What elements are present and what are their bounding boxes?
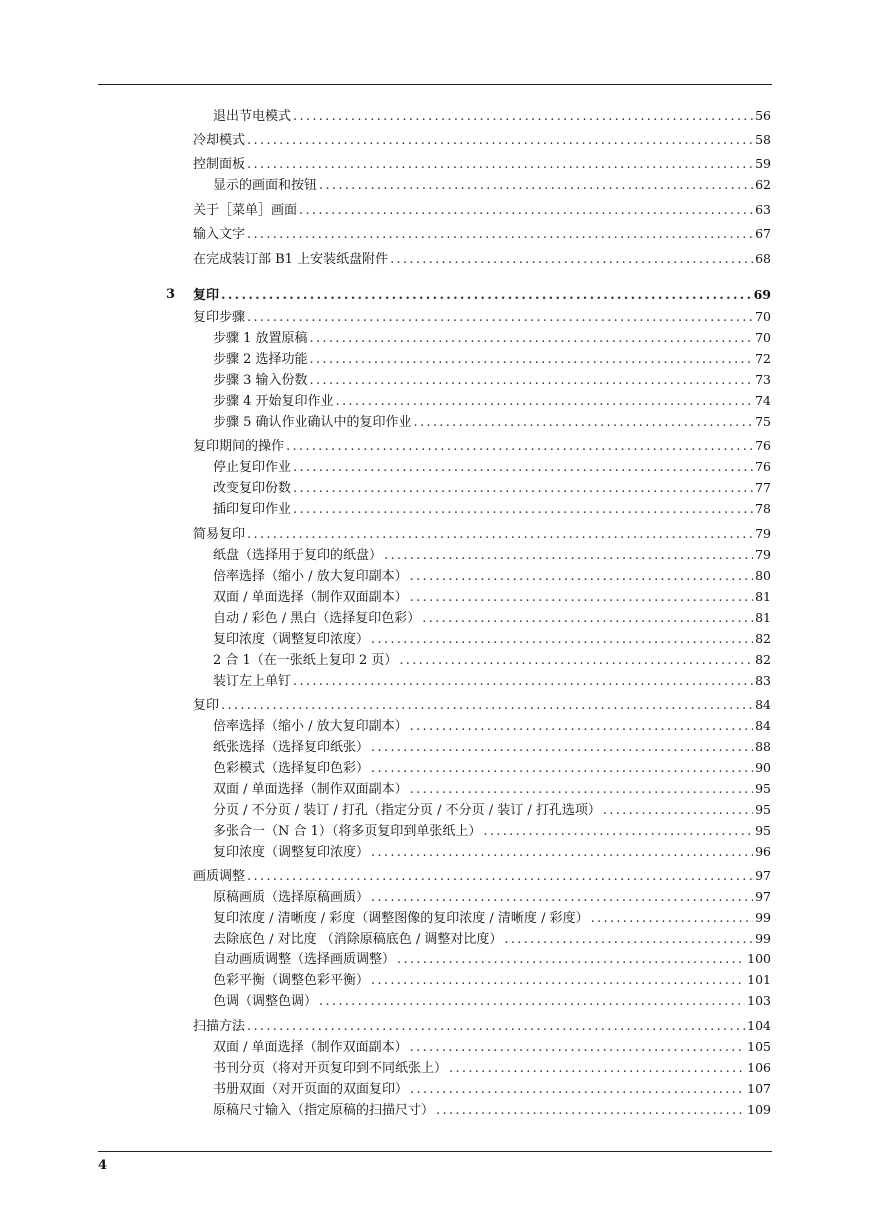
toc-entry-title: 退出节电模式 — [213, 109, 292, 124]
toc-leader-dots — [247, 155, 753, 175]
toc-entry-title: 在完成装订部 B1 上安装纸盘附件 — [193, 252, 389, 267]
toc-leader-dots — [247, 867, 753, 887]
toc-entry-page: 95 — [755, 823, 771, 838]
toc-entry-title: 装订左上单钉 — [213, 674, 292, 689]
toc-entry-title: 复印浓度（调整复印浓度） — [213, 632, 370, 647]
toc-leader-dots — [293, 458, 753, 478]
toc-entry-page: 84 — [755, 697, 771, 712]
toc-leader-dots — [422, 609, 753, 629]
toc-entry[interactable] — [213, 412, 771, 432]
toc-entry[interactable] — [193, 695, 771, 715]
toc-entry[interactable] — [213, 949, 771, 969]
toc-entry-page: 96 — [755, 844, 771, 859]
toc-entry-page: 95 — [755, 781, 771, 796]
toc-entry[interactable] — [213, 629, 771, 649]
toc-entry-title: 纸盘（选择用于复印的纸盘） — [213, 548, 383, 563]
toc-entry[interactable] — [193, 154, 771, 174]
toc-entry-title: 原稿尺寸输入（指定原稿的扫描尺寸） — [213, 1103, 435, 1118]
toc-entry[interactable] — [213, 457, 771, 477]
toc-entry[interactable] — [213, 1058, 771, 1078]
toc-entry-title: 关于［菜单］画面 — [193, 203, 298, 218]
toc-entry-title: 双面 / 单面选择（制作双面副本） — [213, 1040, 408, 1055]
toc-leader-dots — [310, 350, 754, 370]
toc-entry-title: 插印复印作业 — [213, 502, 292, 517]
toc-entry-title: 分页 / 不分页 / 装订 / 打孔（指定分页 / 不分页 / 装订 / 打孔选项） — [213, 803, 601, 818]
toc-entry-page: 107 — [747, 1081, 771, 1096]
toc-entry-title: 改变复印份数 — [213, 481, 292, 496]
toc-entry-page: 74 — [755, 393, 771, 408]
toc-entry[interactable] — [213, 1079, 771, 1099]
toc-entry[interactable] — [213, 650, 771, 670]
toc-leader-dots — [410, 588, 753, 608]
toc-entry-page: 79 — [755, 526, 771, 541]
toc-entry-title: 复印浓度 / 清晰度 / 彩度（调整图像的复印浓度 / 清晰度 / 彩度） — [213, 911, 589, 926]
toc-entry[interactable] — [193, 524, 771, 544]
toc-leader-dots — [504, 930, 753, 950]
toc-entry[interactable] — [213, 908, 771, 928]
toc-entry[interactable] — [213, 370, 771, 390]
toc-entry[interactable] — [213, 587, 771, 607]
toc-entry-title: 冷却模式 — [193, 133, 246, 148]
toc-leader-dots — [221, 696, 753, 716]
toc-entry[interactable] — [213, 608, 771, 628]
toc-entry-page: 56 — [755, 108, 771, 123]
toc-entry[interactable] — [193, 1016, 771, 1036]
toc-entry-page: 84 — [755, 718, 771, 733]
toc-entry-page: 69 — [753, 287, 771, 302]
toc-entry-title: 双面 / 单面选择（制作双面副本） — [213, 782, 408, 797]
toc-entry-title: 倍率选择（缩小 / 放大复印副本） — [213, 569, 408, 584]
toc-leader-dots — [247, 1017, 745, 1037]
toc-entry-title: 纸张选择（选择复印纸张） — [213, 740, 370, 755]
toc-leader-dots — [336, 392, 754, 412]
toc-entry[interactable] — [213, 1037, 771, 1057]
toc-leader-dots — [449, 1059, 745, 1079]
toc-entry-page: 58 — [755, 132, 771, 147]
toc-entry-page: 59 — [755, 156, 771, 171]
toc-leader-dots — [286, 437, 753, 457]
toc-entry[interactable] — [213, 106, 771, 126]
toc-entry-title: 扫描方法 — [193, 1019, 246, 1034]
toc-leader-dots — [410, 780, 753, 800]
toc-leader-dots — [384, 546, 753, 566]
toc-entry-page: 77 — [755, 480, 771, 495]
toc-entry-title: 复印步骤 — [193, 310, 246, 325]
toc-entry-title: 去除底色 / 对比度 （消除原稿底色 / 调整对比度） — [213, 932, 503, 947]
toc-entry-page: 67 — [755, 226, 771, 241]
toc-entry[interactable] — [193, 249, 771, 269]
toc-entry-title: 双面 / 单面选择（制作双面副本） — [213, 590, 408, 605]
toc-entry[interactable] — [193, 200, 771, 220]
toc-entry[interactable] — [193, 436, 771, 456]
toc-entry[interactable] — [193, 224, 771, 244]
toc-leader-dots — [603, 801, 753, 821]
toc-leader-dots — [371, 971, 745, 991]
toc-entry-page: 79 — [755, 547, 771, 562]
toc-entry-page: 97 — [755, 868, 771, 883]
toc-entry[interactable] — [213, 842, 771, 862]
toc-entry-page: 82 — [755, 652, 771, 667]
toc-entry-title: 2 合 1（在一张纸上复印 2 页） — [213, 653, 398, 668]
toc-leader-dots — [293, 672, 753, 692]
toc-entry[interactable] — [213, 821, 771, 841]
toc-entry-page: 63 — [755, 202, 771, 217]
toc-entry-title: 步骤 5 确认作业确认中的复印作业 — [213, 415, 412, 430]
toc-entry[interactable] — [213, 175, 771, 195]
footer-rule — [98, 1151, 772, 1152]
toc-entry[interactable] — [213, 391, 771, 411]
toc-leader-dots — [410, 567, 753, 587]
toc-leader-dots — [310, 371, 754, 391]
toc-entry-title: 简易复印 — [193, 527, 246, 542]
toc-entry-page: 72 — [755, 351, 771, 366]
toc-entry[interactable] — [213, 970, 771, 990]
toc-entry-title: 复印浓度（调整复印浓度） — [213, 845, 370, 860]
toc-entry[interactable] — [213, 328, 771, 348]
toc-entry-page: 88 — [755, 739, 771, 754]
toc-entry[interactable] — [213, 566, 771, 586]
header-rule — [98, 84, 772, 85]
page-number: 4 — [98, 1158, 108, 1173]
toc-entry[interactable] — [213, 779, 771, 799]
toc-entry-page: 78 — [755, 501, 771, 516]
toc-entry-title: 输入文字 — [193, 227, 246, 242]
toc-entry-title: 多张合一（N 合 1）（将多页复印到单张纸上） — [213, 824, 482, 839]
toc-entry[interactable] — [213, 499, 771, 519]
toc-entry-page: 76 — [755, 459, 771, 474]
toc-leader-dots — [299, 201, 753, 221]
toc-entry-title: 显示的画面和按钮 — [213, 178, 318, 193]
toc-entry-title: 复印期间的操作 — [193, 439, 285, 454]
toc-entry-page: 97 — [755, 889, 771, 904]
toc-leader-dots — [247, 308, 753, 328]
toc-leader-dots — [591, 909, 754, 929]
toc-entry[interactable] — [213, 716, 771, 736]
toc-entry-title: 步骤 1 放置原稿 — [213, 331, 308, 346]
toc-entry-page: 99 — [755, 931, 771, 946]
toc-entry[interactable] — [213, 1100, 771, 1120]
toc-entry-title: 步骤 3 输入份数 — [213, 373, 308, 388]
toc-entry-title: 自动 / 彩色 / 黑白（选择复印色彩） — [213, 611, 421, 626]
toc-entry[interactable] — [213, 349, 771, 369]
toc-leader-dots — [221, 286, 752, 306]
toc-leader-dots — [399, 651, 753, 671]
toc-leader-dots — [371, 738, 753, 758]
toc-entry[interactable] — [213, 758, 771, 778]
toc-entry-title: 倍率选择（缩小 / 放大复印副本） — [213, 719, 408, 734]
toc-entry[interactable] — [193, 130, 771, 150]
toc-leader-dots — [319, 992, 745, 1012]
toc-entry[interactable] — [213, 478, 771, 498]
toc-entry-title: 控制面板 — [193, 157, 246, 172]
toc-entry-page: 80 — [755, 568, 771, 583]
toc-entry-title: 色彩平衡（调整色彩平衡） — [213, 973, 370, 988]
toc-leader-dots — [483, 822, 753, 842]
toc-entry[interactable] — [213, 545, 771, 565]
toc-entry-page: 99 — [755, 910, 771, 925]
toc-entry-page: 103 — [747, 993, 771, 1008]
toc-entry-page: 70 — [755, 330, 771, 345]
toc-entry-page: 82 — [755, 631, 771, 646]
toc-entry-page: 62 — [755, 177, 771, 192]
toc-entry[interactable] — [213, 800, 771, 820]
toc-entry-title: 书册双面（对开页面的双面复印） — [213, 1082, 409, 1097]
toc-entry-page: 105 — [747, 1039, 771, 1054]
toc-entry-title: 停止复印作业 — [213, 460, 292, 475]
toc-entry-title: 色调（调整色调） — [213, 994, 318, 1009]
toc-entry-page: 81 — [755, 589, 771, 604]
toc-chapter-entry[interactable] — [193, 285, 771, 305]
toc-entry-page: 70 — [755, 309, 771, 324]
toc-leader-dots — [247, 525, 753, 545]
chapter-number: 3 — [166, 287, 176, 302]
toc-leader-dots — [390, 250, 753, 270]
toc-entry-title: 色彩模式（选择复印色彩） — [213, 761, 370, 776]
toc-leader-dots — [410, 1080, 745, 1100]
toc-entry-page: 76 — [755, 438, 771, 453]
toc-leader-dots — [397, 950, 745, 970]
toc-leader-dots — [247, 225, 753, 245]
toc-leader-dots — [410, 1038, 745, 1058]
toc-entry-page: 83 — [755, 673, 771, 688]
toc-entry-page: 90 — [755, 760, 771, 775]
toc-leader-dots — [293, 500, 753, 520]
toc-leader-dots — [310, 329, 754, 349]
toc-entry[interactable] — [193, 866, 771, 886]
toc-leader-dots — [371, 888, 753, 908]
toc-entry-page: 106 — [747, 1060, 771, 1075]
toc-entry-title: 步骤 4 开始复印作业 — [213, 394, 334, 409]
toc-entry-title: 步骤 2 选择功能 — [213, 352, 308, 367]
toc-entry-title: 书刊分页（将对开页复印到不同纸张上） — [213, 1061, 448, 1076]
toc-leader-dots — [371, 630, 753, 650]
toc-entry-title: 原稿画质（选择原稿画质） — [213, 890, 370, 905]
toc-entry-page: 109 — [747, 1102, 771, 1117]
toc-leader-dots — [410, 717, 753, 737]
toc-entry-page: 101 — [747, 972, 771, 987]
toc-entry-title: 画质调整 — [193, 869, 246, 884]
toc-leader-dots — [371, 843, 753, 863]
toc-entry-title: 自动画质调整（选择画质调整） — [213, 952, 396, 967]
toc-entry[interactable] — [213, 887, 771, 907]
toc-entry-page: 104 — [747, 1018, 771, 1033]
toc-entry-page: 75 — [755, 414, 771, 429]
toc-entry-page: 100 — [747, 951, 771, 966]
toc-leader-dots — [371, 759, 753, 779]
toc-entry[interactable] — [213, 991, 771, 1011]
toc-leader-dots — [293, 107, 753, 127]
toc-leader-dots — [293, 479, 753, 499]
toc-entry[interactable] — [213, 737, 771, 757]
toc-entry[interactable] — [213, 671, 771, 691]
toc-leader-dots — [319, 176, 753, 196]
toc-leader-dots — [436, 1101, 745, 1121]
toc-entry-page: 73 — [755, 372, 771, 387]
toc-entry-page: 95 — [755, 802, 771, 817]
toc-entry-title: 复印 — [193, 698, 220, 713]
toc-entry-page: 68 — [755, 251, 771, 266]
toc-entry-title: 复印 — [193, 288, 220, 303]
toc-entry[interactable] — [213, 929, 771, 949]
toc-entry-page: 81 — [755, 610, 771, 625]
toc-leader-dots — [247, 131, 753, 151]
toc-entry[interactable] — [193, 307, 771, 327]
toc-leader-dots — [414, 413, 754, 433]
